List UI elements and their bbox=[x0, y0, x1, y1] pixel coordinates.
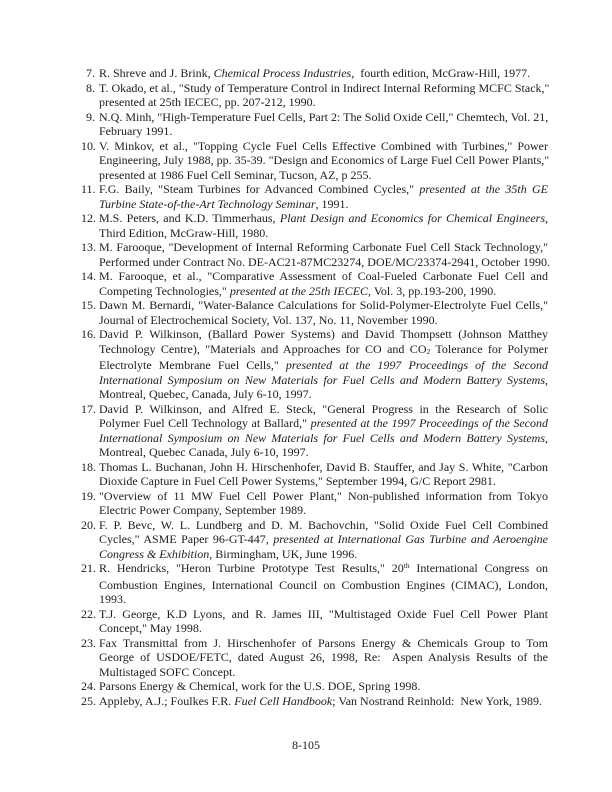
reference-line: Electric Power Company, September 1989. bbox=[99, 503, 307, 517]
reference-number: 12. bbox=[81, 211, 96, 225]
reference-line: Performed under Contract No. DE-AC21-87MC23274, DOE/MC/23374-2941, October 1990. bbox=[99, 254, 550, 269]
reference-line: Dawn M. Bernardi, "Water-Balance Calculations for Solid-Polymer-Electrolyte Fuel Cells," bbox=[99, 298, 548, 312]
reference-line: Competing Technologies," presented at the 25th IECEC, Vol. 3, pp.193-200, 1990. bbox=[99, 283, 497, 298]
reference-item bbox=[81, 518, 548, 562]
reference-line: Multistaged SOFC Concept. bbox=[99, 664, 236, 679]
reference-line: Technology Centre), "Materials and Approaches for CO and CO2 Tolerance for Polymer bbox=[99, 341, 548, 356]
reference-line: M. Farooque, et al., "Comparative Assessment of Coal-Fueled Carbonate Fuel Cell and bbox=[99, 269, 548, 283]
reference-number: 8. bbox=[86, 80, 95, 95]
reference-line: Engineering, July 1988, pp. 35-39. "Design and Economics of Large Fuel Cell Power Plants," bbox=[99, 153, 550, 167]
reference-line: presented at 1986 Fuel Cell Seminar, Tucson, AZ, p 255. bbox=[99, 167, 372, 182]
reference-item bbox=[81, 240, 548, 269]
reference-item bbox=[81, 66, 548, 81]
reference-number: 10. bbox=[81, 138, 96, 153]
reference-line: Concept," May 1998. bbox=[99, 621, 202, 635]
reference-line: Electrolyte Membrane Fuel Cells," presented at the 1997 Proceedings of the Second bbox=[99, 358, 548, 372]
reference-line: M.S. Peters, and K.D. Timmerhaus, Plant Design and Economics for Chemical Engineers, bbox=[99, 211, 549, 225]
reference-item bbox=[81, 679, 548, 694]
reference-line: Dioxide Capture in Fuel Cell Power Systems," September 1994, G/C Report 2981. bbox=[99, 474, 496, 488]
reference-line: Turbine State-of-the-Art Technology Seminar, 1991. bbox=[99, 196, 349, 211]
reference-line: International Symposium on New Materials for Fuel Cells and Modern Battery Systems, bbox=[99, 430, 548, 445]
reference-number: 21. bbox=[81, 561, 96, 575]
reference-line: Combustion Engines, International Council on Combustion Engines (CIMAC), London, bbox=[99, 577, 548, 592]
reference-number: 25. bbox=[81, 693, 96, 708]
reference-line: George of USDOE/FETC, dated August 26, 1998, Re: Aspen Analysis Results of the bbox=[99, 650, 548, 664]
reference-item bbox=[81, 561, 548, 607]
reference-line: David P. Wilkinson, and Alfred E. Steck, "General Progress in the Research of Solic bbox=[99, 401, 548, 416]
references-list bbox=[81, 66, 548, 708]
reference-number: 19. bbox=[81, 488, 96, 503]
reference-line: Cycles," ASME Paper 96-GT-447, presented at International Gas Turbine and Aeroengine bbox=[99, 532, 548, 546]
reference-number: 11. bbox=[81, 182, 96, 196]
reference-line: T.J. George, K.D Lyons, and R. James III, "Multistaged Oxide Fuel Cell Power Plant bbox=[99, 606, 548, 621]
reference-number: 9. bbox=[86, 109, 95, 124]
reference-line: Montreal, Quebec Canada, July 6-10, 1997. bbox=[99, 445, 309, 459]
reference-line: David P. Wilkinson, (Ballard Power Systems) and David Thompsett (Johnson Matthey bbox=[99, 327, 548, 341]
reference-number: 22. bbox=[81, 606, 96, 621]
reference-number: 23. bbox=[81, 635, 96, 650]
reference-line: Third Edition, McGraw-Hill, 1980. bbox=[99, 225, 269, 240]
reference-line: Journal of Electrochemical Society, Vol. 137, No. 11, November 1990. bbox=[99, 312, 438, 327]
reference-item bbox=[81, 694, 548, 709]
reference-line: V. Minkov, et al., "Topping Cycle Fuel Cells Effective Combined with Turbines," Power bbox=[99, 138, 548, 153]
reference-item bbox=[81, 327, 548, 402]
reference-line: R. Hendricks, "Heron Turbine Prototype Test Results," 20th International Congress on bbox=[99, 560, 548, 575]
reference-line: Polymer Fuel Cell Technology at Ballard," presented at the 1997 Proceedings of the Second bbox=[99, 416, 549, 430]
reference-item bbox=[81, 636, 548, 680]
reference-item bbox=[81, 607, 548, 636]
reference-line: F. P. Bevc, W. L. Lundberg and D. M. Bachovchin, "Solid Oxide Fuel Cell Combined bbox=[99, 517, 548, 532]
reference-item bbox=[81, 81, 548, 110]
page-number: 8-105 bbox=[292, 738, 320, 752]
reference-number: 16. bbox=[81, 327, 96, 341]
reference-line: N.Q. Minh, "High-Temperature Fuel Cells, Part 2: The Solid Oxide Cell," Chemtech, Vol. 21, bbox=[99, 109, 549, 124]
reference-line: Appleby, A.J.; Foulkes F.R. Fuel Cell Handbook; Van Nostrand Reinhold: New York, 1989. bbox=[99, 693, 543, 708]
reference-line: Thomas L. Buchanan, John H. Hirschenhofer, David B. Stauffer, and Jay S. White, "Carbon bbox=[99, 459, 548, 474]
reference-number: 7. bbox=[86, 66, 95, 80]
reference-item bbox=[81, 182, 548, 211]
reference-number: 24. bbox=[81, 679, 96, 693]
reference-number: 14. bbox=[81, 269, 96, 283]
reference-item bbox=[81, 460, 548, 489]
reference-number: 15. bbox=[81, 298, 96, 312]
reference-number: 17. bbox=[81, 401, 96, 416]
reference-item bbox=[81, 298, 548, 327]
reference-item bbox=[81, 211, 548, 240]
reference-line: R. Shreve and J. Brink, Chemical Process Industries, fourth edition, McGraw-Hill, 1977. bbox=[99, 66, 531, 80]
reference-line: Parsons Energy & Chemical, work for the U.S. DOE, Spring 1998. bbox=[99, 679, 421, 693]
reference-number: 20. bbox=[81, 517, 96, 532]
reference-item bbox=[81, 139, 548, 183]
reference-line: F.G. Baily, "Steam Turbines for Advanced Combined Cycles," presented at the 35th GE bbox=[99, 182, 548, 196]
reference-item bbox=[81, 402, 548, 460]
reference-line: "Overview of 11 MW Fuel Cell Power Plant," Non-published information from Tokyo bbox=[99, 488, 548, 503]
reference-item bbox=[81, 489, 548, 518]
reference-line: Fax Transmittal from J. Hirschenhofer of Parsons Energy & Chemicals Group to Tom bbox=[99, 635, 548, 650]
reference-line: presented at 25th IECEC, pp. 207-212, 1990. bbox=[99, 95, 316, 109]
reference-line: Montreal, Quebec, Canada, July 6-10, 1997. bbox=[99, 387, 312, 401]
reference-item bbox=[81, 110, 548, 139]
reference-line: M. Farooque, "Development of Internal Reforming Carbonate Fuel Cell Stack Technology," bbox=[99, 240, 548, 254]
reference-number: 13. bbox=[81, 240, 96, 254]
reference-line: February 1991. bbox=[99, 124, 173, 138]
reference-line: Congress & Exhibition, Birmingham, UK, June 1996. bbox=[99, 546, 358, 561]
reference-item bbox=[81, 269, 548, 298]
reference-number: 18. bbox=[81, 459, 96, 474]
reference-line: International Symposium on New Materials for Fuel Cells and Modern Battery Systems, bbox=[99, 372, 548, 387]
reference-line: T. Okado, et al., "Study of Temperature Control in Indirect Internal Reforming MCFC Stack," bbox=[99, 80, 550, 95]
reference-line: 1993. bbox=[99, 592, 126, 606]
